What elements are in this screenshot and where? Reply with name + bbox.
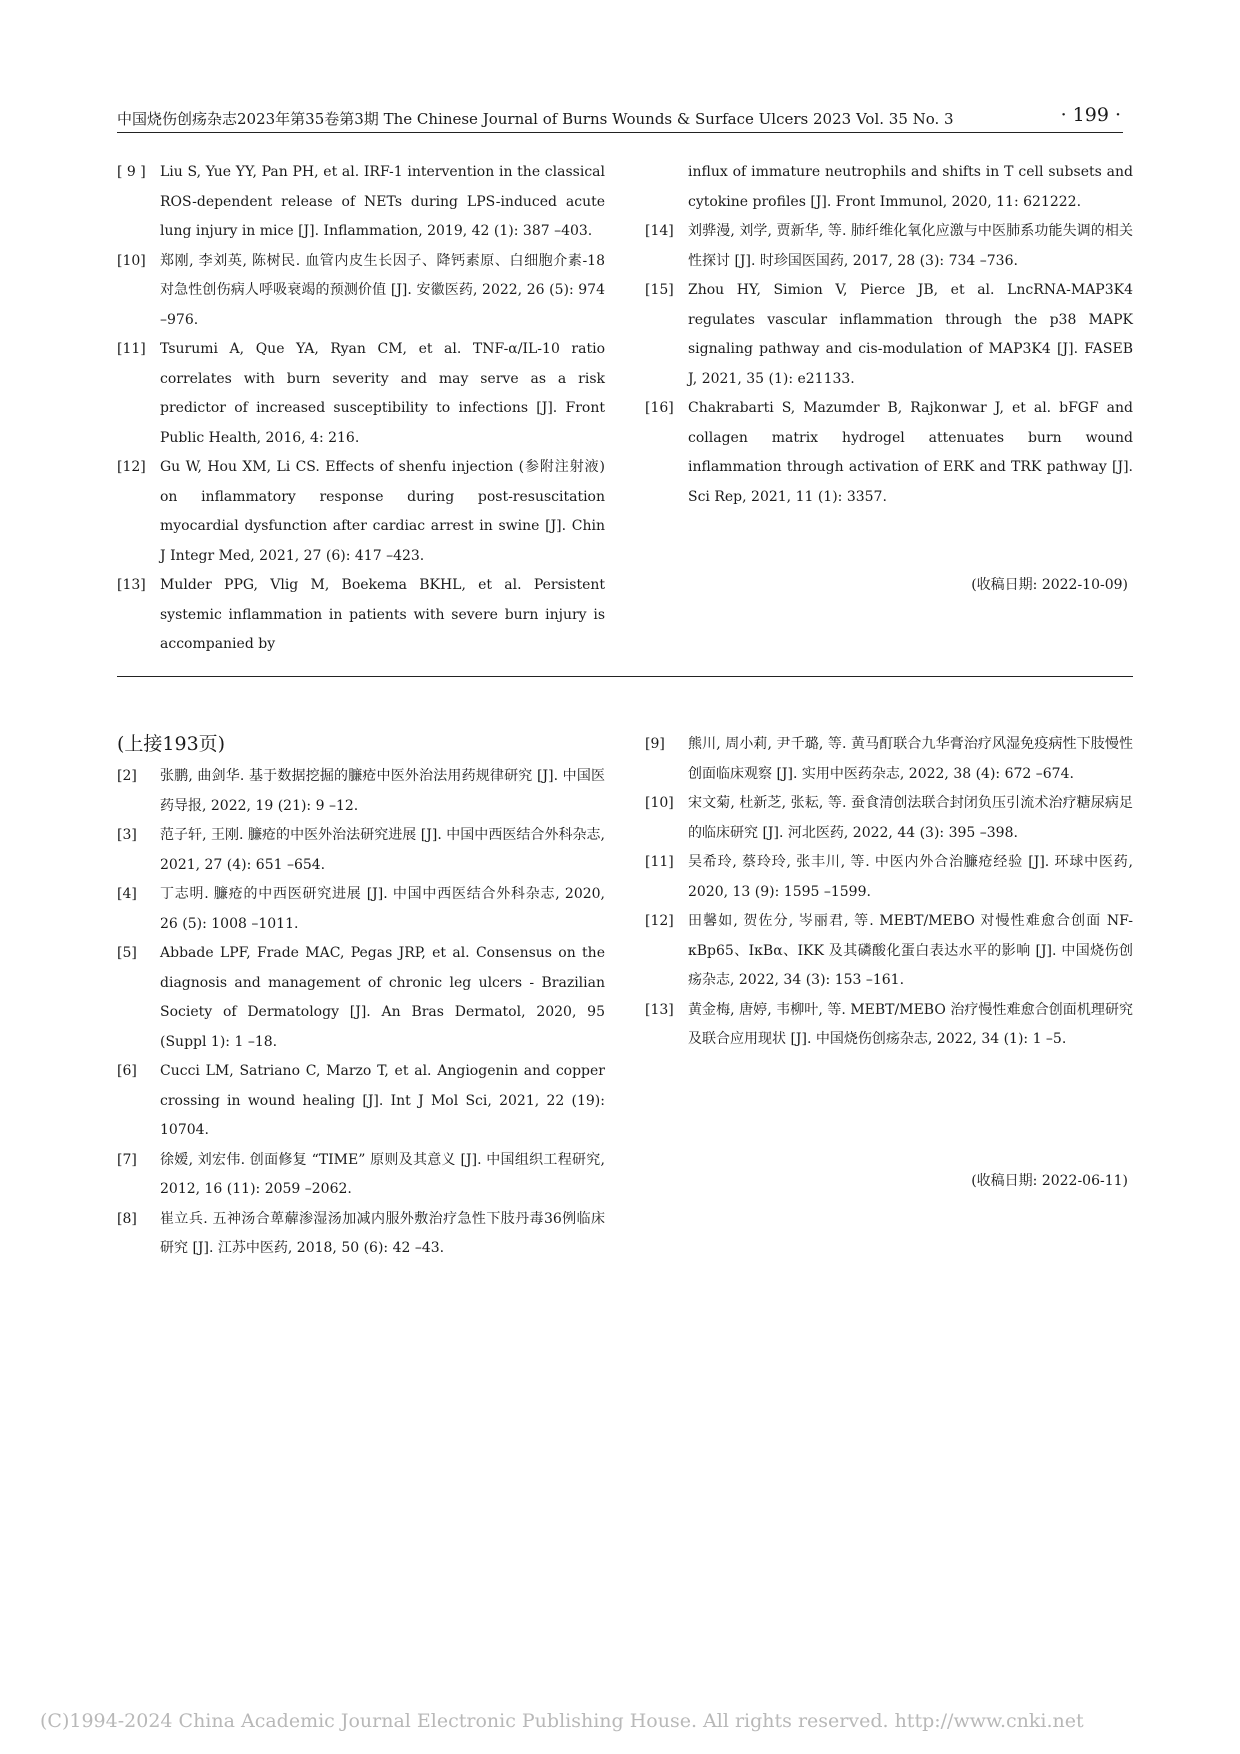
reference-item: [7] 徐嫒, 刘宏伟. 创面修复 “TIME” 原则及其意义 [J]. 中国组织工程研究, 2012, 16 (11): 2059 –2062.	[117, 1151, 605, 1197]
reference-item: [13] 黄金梅, 唐婷, 韦柳叶, 等. MEBT/MEBO 治疗慢性难愈合创面机理研究及联合应用现状 [J]. 中国烧伤创疡杂志, 2022, 34 (1): 1 –5.	[645, 1001, 1133, 1047]
section-divider	[117, 676, 1133, 677]
top-right-column	[645, 158, 1133, 512]
reference-item: [13] Mulder PPG, Vlig M, Boekema BKHL, et al. Persistent systemic inflammation in patients with severe burn injury is accompanied by	[117, 577, 605, 652]
reference-item: [11] 吴希玲, 蔡玲玲, 张丰川, 等. 中医内外合治臁疮经验 [J]. 环球中医药, 2020, 13 (9): 1595 –1599.	[645, 854, 1133, 900]
reference-item: [3] 范子轩, 王刚. 臁疮的中医外治法研究进展 [J]. 中国中西医结合外科杂志, 2021, 27 (4): 651 –654.	[117, 827, 605, 873]
reference-item: [14] 刘骅漫, 刘学, 贾新华, 等. 肺纤维化氧化应激与中医肺系功能失调的相关性探讨 [J]. 时珍国医国药, 2017, 28 (3): 734 –736.	[645, 223, 1133, 269]
copyright-watermark: (C)1994-2024 China Academic Journal Electronic Publishing House. All rights reserved. http://www.cnki.net	[40, 1710, 1084, 1732]
received-date: (收稿日期: 2022-10-09)	[971, 577, 1128, 593]
reference-item: [12] 田馨如, 贺佐分, 岑丽君, 等. MEBT/MEBO 对慢性难愈合创面 NF-κBp65、IκBα、IKK 及其磷酸化蛋白表达水平的影响 [J]. 中国烧伤创疡杂志, 2022, 34 (3): 153 –161.	[645, 913, 1133, 988]
running-header	[117, 104, 1123, 133]
reference-item: [2] 张鹏, 曲剑华. 基于数据挖掘的臁疮中医外治法用药规律研究 [J]. 中国医药导报, 2022, 19 (21): 9 –12.	[117, 768, 605, 814]
continued-from-label: (上接193页)	[117, 733, 226, 755]
running-title: 中国烧伤创疡杂志2023年第35卷第3期 The Chinese Journal of Burns Wounds & Surface Ulcers 2023 Vol. 35 No. 3	[117, 110, 954, 128]
reference-item: [10] 郑刚, 李刘英, 陈树民. 血管内皮生长因子、降钙素原、白细胞介素-18 对急性创伤病人呼吸衰竭的预测价值 [J]. 安徽医药, 2022, 26 (5): 974 –976.	[117, 252, 605, 328]
reference-item: [4] 丁志明. 臁疮的中西医研究进展 [J]. 中国中西医结合外科杂志, 2020, 26 (5): 1008 –1011.	[117, 886, 605, 932]
bottom-right-column	[645, 730, 1133, 1055]
reference-item: [9] 熊川, 周小莉, 尹千璐, 等. 黄马酊联合九华膏治疗风湿免疫病性下肢慢性创面临床观察 [J]. 实用中医药杂志, 2022, 38 (4): 672 –674.	[645, 736, 1133, 782]
reference-item: [15] Zhou HY, Simion V, Pierce JB, et al. LncRNA-MAP3K4 regulates vascular inflammation through the p38 MAPK signaling pathway and cis-modulation of MAP3K4 [J]. FASEB J, 2021, 35 (1): e21133.	[645, 282, 1133, 387]
top-left-column	[117, 158, 605, 660]
bottom-left-column	[117, 728, 605, 1264]
reference-item: [16] Chakrabarti S, Mazumder B, Rajkonwar J, et al. bFGF and collagen matrix hydrogel attenuates burn wound inflammation through activation of ERK and TRK pathway [J]. Sci Rep, 2021, 11 (1): 3357.	[645, 400, 1133, 505]
reference-item: [12] Gu W, Hou XM, Li CS. Effects of shenfu injection (参附注射液) on inflammatory response during post-resuscitation myocardial dysfunction after cardiac arrest in swine [J]. Chin J Integr Med, 2021, 27 (6): 417 –423.	[117, 459, 605, 564]
reference-continuation: influx of immature neutrophils and shifts in T cell subsets and cytokine profiles [J]. Front Immunol, 2020, 11: 621222.	[688, 164, 1133, 210]
received-date: (收稿日期: 2022-06-11)	[971, 1173, 1128, 1189]
reference-item: [ 9 ] Liu S, Yue YY, Pan PH, et al. IRF-1 intervention in the classical ROS-dependent release of NETs during LPS-induced acute lung injury in mice [J]. Inflammation, 2019, 42 (1): 387 –403.	[117, 164, 605, 239]
page-number: · 199 ·	[1060, 104, 1121, 126]
reference-item: [8] 崔立兵. 五神汤合萆薢渗湿汤加减内服外敷治疗急性下肢丹毒36例临床研究 [J]. 江苏中医药, 2018, 50 (6): 42 –43.	[117, 1210, 605, 1256]
reference-item: [10] 宋文菊, 杜新芝, 张耘, 等. 蚕食清创法联合封闭负压引流术治疗糖尿病足的临床研究 [J]. 河北医药, 2022, 44 (3): 395 –398.	[645, 795, 1133, 841]
reference-item: [6] Cucci LM, Satriano C, Marzo T, et al. Angiogenin and copper crossing in wound healing [J]. Int J Mol Sci, 2021, 22 (19): 10704.	[117, 1063, 605, 1138]
reference-item: [5] Abbade LPF, Frade MAC, Pegas JRP, et al. Consensus on the diagnosis and management of chronic leg ulcers - Brazilian Society of Dermatology [J]. An Bras Dermatol, 2020, 95 (Suppl 1): 1 –18.	[117, 945, 605, 1050]
reference-item: [11] Tsurumi A, Que YA, Ryan CM, et al. TNF-α/IL-10 ratio correlates with burn severity and may serve as a risk predictor of increased susceptibility to infections [J]. Front Public Health, 2016, 4: 216.	[117, 341, 605, 446]
